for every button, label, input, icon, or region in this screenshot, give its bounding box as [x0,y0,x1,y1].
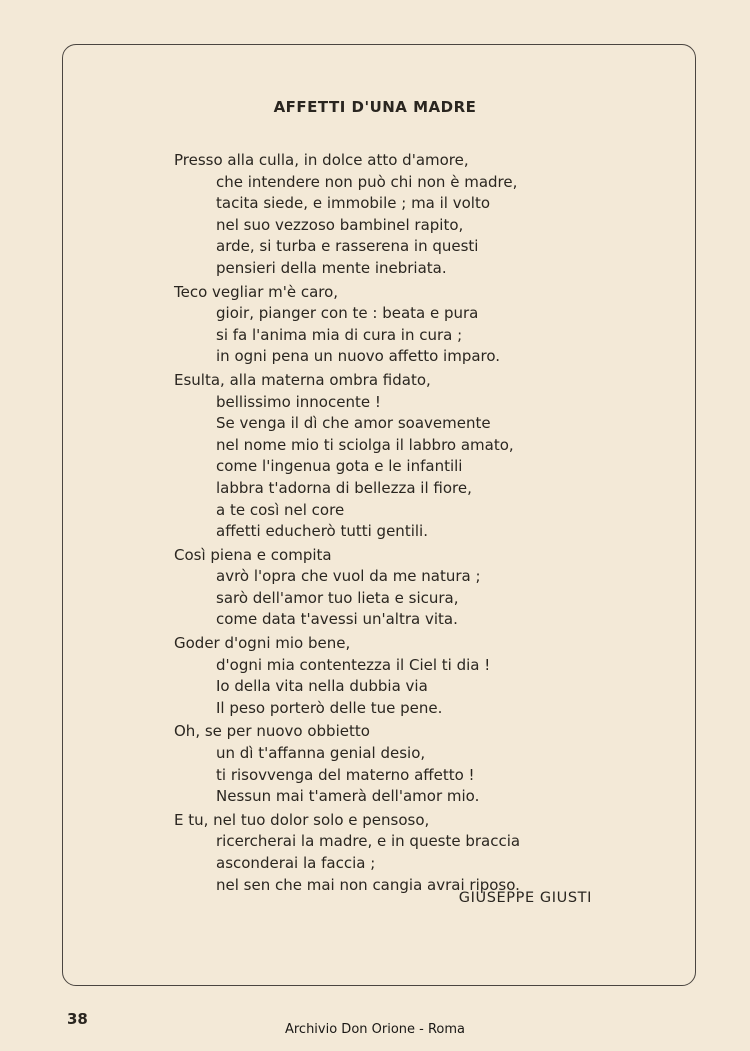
poem-line: Goder d'ogni mio bene, [174,634,351,653]
poem-line: Se venga il dì che amor soavemente [216,414,491,433]
poem-line: nel sen che mai non cangia avrai riposo. [216,875,520,894]
poem-line: in ogni pena un nuovo affetto imparo. [216,347,501,366]
stanza-5 [174,633,634,719]
stanza-1 [174,150,634,280]
poem-title: AFFETTI D'UNA MADRE [273,98,477,116]
stanza-6 [174,721,634,807]
stanza-2 [174,282,634,368]
page-number: 38 [67,1010,88,1028]
poem-line: asconderai la faccia ; [216,854,376,872]
poem-line: d'ogni mia contentezza il Ciel ti dia ! [216,655,491,674]
poem-line: Teco vegliar m'è caro, [174,282,339,301]
poem-line: labbra t'adorna di bellezza il fiore, [216,478,472,497]
poem-line: Oh, se per nuovo obbietto [174,722,370,741]
poem-line: Così piena e compita [174,545,332,564]
poem-line: nel nome mio ti sciolga il labbro amato, [216,435,514,454]
poem-line: ricercherai la madre, e in queste braccia [216,832,521,851]
poem-line: sarò dell'amor tuo lieta e sicura, [216,588,459,607]
poem-line: E tu, nel tuo dolor solo e pensoso, [174,810,430,829]
poem-line: affetti educherò tutti gentili. [216,522,428,541]
poem-line: ti risovvenga del materno affetto ! [216,765,475,784]
poem-line: avrò l'opra che vuol da me natura ; [216,567,481,586]
stanza-7 [174,810,634,896]
poem-body [174,150,634,898]
poem-line: bellissimo innocente ! [216,392,381,411]
poem-line: tacita siede, e immobile ; ma il volto [216,194,491,213]
poem-line: Esulta, alla materna ombra fidato, [174,370,431,389]
poem-line: nel suo vezzoso bambinel rapito, [216,215,464,234]
archive-footer: Archivio Don Orione - Roma [284,1022,466,1037]
poem-line: Io della vita nella dubbia via [216,677,428,696]
poem-line: si fa l'anima mia di cura in cura ; [216,325,463,344]
poem-line: Il peso porterò delle tue pene. [216,698,443,717]
author-name: GIUSEPPE GIUSTI [458,890,592,906]
poem-line: gioir, pianger con te : beata e pura [216,304,479,323]
poem-line: come l'ingenua gota e le infantili [216,457,463,476]
poem-line: a te così nel core [216,500,345,519]
poem-line: arde, si turba e rasserena in questi [216,237,479,256]
poem-line: Presso alla culla, in dolce atto d'amore, [174,151,469,169]
poem-line: come data t'avessi un'altra vita. [216,610,458,629]
poem-line: pensieri della mente inebriata. [216,258,447,277]
stanza-4 [174,545,634,631]
poem-line: Nessun mai t'amerà dell'amor mio. [216,787,480,806]
poem-line: che intendere non può chi non è madre, [216,172,518,191]
stanza-3 [174,370,634,543]
poem-line: un dì t'affanna genial desio, [216,744,426,763]
